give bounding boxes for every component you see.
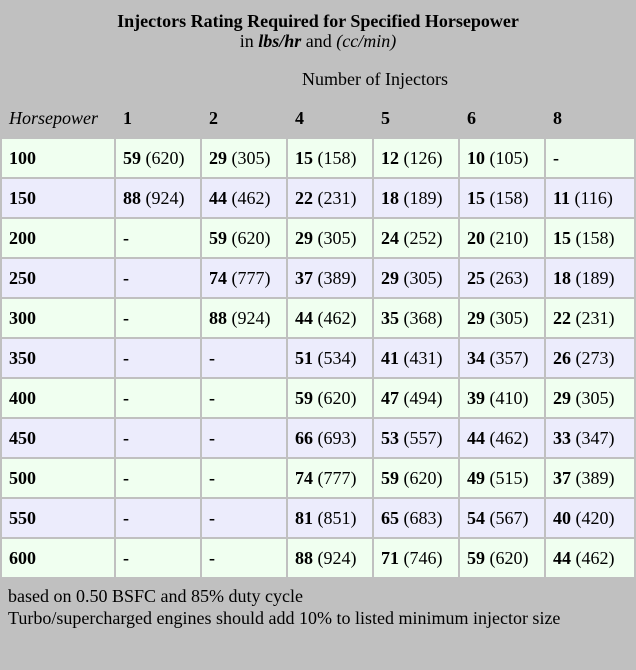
- rating-lbs: 88: [123, 187, 141, 208]
- rating-cc: (924): [141, 187, 185, 208]
- rating-cell: [374, 379, 458, 417]
- rating-lbs: -: [123, 507, 129, 528]
- rating-cell: [460, 459, 544, 497]
- rating-lbs: 15: [467, 187, 485, 208]
- rating-lbs: -: [123, 227, 129, 248]
- rating-lbs: 15: [553, 227, 571, 248]
- rating-cc: (231): [571, 307, 615, 328]
- rating-lbs: 40: [553, 507, 571, 528]
- table-row: [2, 139, 634, 177]
- rating-cc: (693): [313, 427, 357, 448]
- rating-lbs: -: [553, 147, 559, 168]
- rating-cell: [374, 499, 458, 537]
- rating-lbs: 71: [381, 547, 399, 568]
- rating-cc: (683): [399, 507, 443, 528]
- rating-cell: [460, 219, 544, 257]
- table-row: [2, 179, 634, 217]
- column-header-injectors-6: 6: [467, 107, 476, 128]
- rating-cell: [116, 539, 200, 577]
- rating-lbs: 74: [209, 267, 227, 288]
- rating-cell: [546, 339, 634, 377]
- rating-lbs: 59: [381, 467, 399, 488]
- horsepower-cell: 200: [2, 219, 114, 257]
- rating-lbs: 65: [381, 507, 399, 528]
- rating-lbs: 59: [123, 147, 141, 168]
- rating-cell: [116, 179, 200, 217]
- rating-lbs: 59: [295, 387, 313, 408]
- rating-lbs: 81: [295, 507, 313, 528]
- rating-lbs: -: [209, 467, 215, 488]
- rating-cell: [546, 459, 634, 497]
- horsepower-cell: 250: [2, 259, 114, 297]
- rating-cell: [288, 139, 372, 177]
- rating-cell: [460, 179, 544, 217]
- rating-cell: [460, 299, 544, 337]
- rating-cc: (851): [313, 507, 357, 528]
- column-header-injectors-5: 5: [381, 107, 390, 128]
- footer-note-bsfc: based on 0.50 BSFC and 85% duty cycle: [8, 586, 303, 606]
- rating-cell: [202, 219, 286, 257]
- horsepower-cell: 550: [2, 499, 114, 537]
- rating-cell: [202, 259, 286, 297]
- rating-cell: [546, 179, 634, 217]
- rating-cell: [116, 219, 200, 257]
- rating-cell: [374, 219, 458, 257]
- rating-cell: [288, 379, 372, 417]
- rating-lbs: 35: [381, 307, 399, 328]
- rating-lbs: 33: [553, 427, 571, 448]
- rating-lbs: 44: [467, 427, 485, 448]
- rating-cell: [116, 379, 200, 417]
- rating-lbs: 12: [381, 147, 399, 168]
- rating-cc: (116): [570, 187, 613, 208]
- column-header-injectors-8: 8: [553, 107, 562, 128]
- rating-cc: (410): [485, 387, 529, 408]
- rating-lbs: 44: [553, 547, 571, 568]
- rating-lbs: -: [123, 387, 129, 408]
- rating-lbs: 44: [295, 307, 313, 328]
- rating-cell: [202, 179, 286, 217]
- rating-cc: (357): [485, 347, 529, 368]
- rating-cc: (620): [313, 387, 357, 408]
- rating-lbs: 53: [381, 427, 399, 448]
- rating-cell: [374, 539, 458, 577]
- rating-lbs: 18: [553, 267, 571, 288]
- table-row: [2, 259, 634, 297]
- rating-cell: [202, 139, 286, 177]
- rating-cc: (347): [571, 427, 615, 448]
- rating-cell: [460, 139, 544, 177]
- rating-cc: (305): [399, 267, 443, 288]
- rating-cc: (189): [399, 187, 443, 208]
- rating-cc: (263): [485, 267, 529, 288]
- rating-cell: [546, 219, 634, 257]
- rating-cc: (126): [399, 147, 443, 168]
- table-row: [2, 339, 634, 377]
- rating-cell: [202, 419, 286, 457]
- footer-note-turbo: Turbo/supercharged engines should add 10% to listed minimum injector size: [8, 608, 561, 628]
- rating-cc: (158): [313, 147, 357, 168]
- rating-cc: (620): [399, 467, 443, 488]
- rating-cell: [288, 499, 372, 537]
- rating-cell: [546, 299, 634, 337]
- title-main: Injectors Rating Required for Specified Horsepower: [117, 10, 519, 31]
- rating-cell: [202, 379, 286, 417]
- column-header-row: [2, 99, 634, 137]
- rating-cc: (305): [485, 307, 529, 328]
- table-row: [2, 539, 634, 577]
- rating-cc: (534): [313, 347, 357, 368]
- rating-lbs: 29: [209, 147, 227, 168]
- rating-cc: (462): [571, 547, 615, 568]
- rating-lbs: 10: [467, 147, 485, 168]
- horsepower-cell: 100: [2, 139, 114, 177]
- corner-cell: [2, 61, 114, 97]
- rating-lbs: -: [209, 507, 215, 528]
- rating-cc: (746): [399, 547, 443, 568]
- rating-lbs: -: [123, 547, 129, 568]
- rating-lbs: -: [123, 347, 129, 368]
- rating-cc: (420): [571, 507, 615, 528]
- rating-lbs: 20: [467, 227, 485, 248]
- rating-cell: [374, 259, 458, 297]
- rating-lbs: 47: [381, 387, 399, 408]
- rating-cc: (389): [313, 267, 357, 288]
- rating-cell: [202, 499, 286, 537]
- rating-lbs: -: [123, 307, 129, 328]
- rating-lbs: 49: [467, 467, 485, 488]
- rating-cell: [116, 499, 200, 537]
- rating-cc: (620): [485, 547, 529, 568]
- rating-cell: [116, 259, 200, 297]
- table-row: [2, 219, 634, 257]
- rating-cell: [374, 299, 458, 337]
- rating-cell: [288, 419, 372, 457]
- rating-cc: (158): [485, 187, 529, 208]
- rating-cell: [116, 419, 200, 457]
- rating-cc: (389): [571, 467, 615, 488]
- rating-cell: [116, 299, 200, 337]
- column-header-horsepower: Horsepower: [9, 107, 98, 128]
- rating-cc: (305): [313, 227, 357, 248]
- rating-cc: (462): [227, 187, 271, 208]
- rating-lbs: 29: [295, 227, 313, 248]
- rating-cell: [374, 179, 458, 217]
- rating-cell: [202, 539, 286, 577]
- rating-lbs: -: [209, 427, 215, 448]
- column-header-injectors-4: 4: [295, 107, 304, 128]
- rating-cc: (777): [227, 267, 271, 288]
- rating-lbs: 39: [467, 387, 485, 408]
- rating-lbs: 51: [295, 347, 313, 368]
- rating-cc: (210): [485, 227, 529, 248]
- rating-lbs: -: [209, 347, 215, 368]
- rating-cell: [546, 259, 634, 297]
- title-conj: and: [301, 30, 337, 51]
- rating-lbs: 29: [467, 307, 485, 328]
- rating-lbs: -: [123, 427, 129, 448]
- table-row: [2, 299, 634, 337]
- rating-lbs: 59: [209, 227, 227, 248]
- horsepower-cell: 500: [2, 459, 114, 497]
- rating-cell: [288, 299, 372, 337]
- rating-cell: [202, 299, 286, 337]
- rating-cell: [288, 259, 372, 297]
- rating-cell: [460, 259, 544, 297]
- table-row: [2, 499, 634, 537]
- rating-lbs: 22: [295, 187, 313, 208]
- rating-cell: [460, 539, 544, 577]
- rating-cell: [374, 139, 458, 177]
- column-header-injectors-2: 2: [209, 107, 218, 128]
- rating-lbs: 11: [553, 187, 571, 208]
- rating-cc: (494): [399, 387, 443, 408]
- rating-cell: [546, 419, 634, 457]
- rating-lbs: -: [209, 547, 215, 568]
- rating-cc: (462): [485, 427, 529, 448]
- rating-cc: (620): [141, 147, 185, 168]
- rating-cc: (462): [313, 307, 357, 328]
- title-unit-cc: (cc/min): [336, 30, 397, 51]
- rating-cc: (557): [399, 427, 443, 448]
- rating-cell: [546, 539, 634, 577]
- rating-cc: (231): [313, 187, 357, 208]
- rating-lbs: 37: [553, 467, 571, 488]
- rating-lbs: 44: [209, 187, 227, 208]
- rating-cell: [546, 499, 634, 537]
- rating-cell: [202, 459, 286, 497]
- rating-lbs: 26: [553, 347, 571, 368]
- rating-cc: (252): [399, 227, 443, 248]
- rating-lbs: 25: [467, 267, 485, 288]
- rating-lbs: 74: [295, 467, 313, 488]
- rating-cell: [460, 339, 544, 377]
- rating-cc: (158): [571, 227, 615, 248]
- rating-lbs: 24: [381, 227, 399, 248]
- horsepower-cell: 400: [2, 379, 114, 417]
- table-row: [2, 379, 634, 417]
- rating-lbs: 29: [553, 387, 571, 408]
- rating-cc: (620): [227, 227, 271, 248]
- rating-cell: [460, 379, 544, 417]
- rating-cc: (924): [227, 307, 271, 328]
- title-prefix: in: [239, 30, 259, 51]
- rating-lbs: 18: [381, 187, 399, 208]
- rating-cell: [288, 539, 372, 577]
- group-header: Number of Injectors: [302, 68, 448, 89]
- rating-cell: [546, 379, 634, 417]
- rating-cell: [202, 339, 286, 377]
- rating-cell: [460, 419, 544, 457]
- horsepower-cell: 600: [2, 539, 114, 577]
- rating-lbs: 59: [467, 547, 485, 568]
- horsepower-cell: 450: [2, 419, 114, 457]
- rating-cc: (305): [571, 387, 615, 408]
- rating-cc: (305): [227, 147, 271, 168]
- column-header-injectors-1: 1: [123, 107, 132, 128]
- rating-cell: [374, 459, 458, 497]
- table-row: [2, 419, 634, 457]
- horsepower-cell: 150: [2, 179, 114, 217]
- rating-cc: (924): [313, 547, 357, 568]
- rating-cc: (777): [313, 467, 357, 488]
- rating-lbs: 29: [381, 267, 399, 288]
- footer-notes: [0, 579, 636, 629]
- rating-lbs: 41: [381, 347, 399, 368]
- title-unit-lbs: lbs/hr: [258, 30, 302, 51]
- rating-cc: (368): [399, 307, 443, 328]
- rating-cell: [116, 339, 200, 377]
- rating-cc: (515): [485, 467, 529, 488]
- rating-cell: [116, 459, 200, 497]
- rating-lbs: 54: [467, 507, 485, 528]
- rating-lbs: -: [123, 467, 129, 488]
- title-subtitle: [2, 31, 634, 51]
- rating-lbs: 88: [209, 307, 227, 328]
- rating-cell: [288, 339, 372, 377]
- rating-cell: [374, 339, 458, 377]
- rating-cell: [546, 139, 634, 177]
- table-row: [2, 459, 634, 497]
- horsepower-cell: 300: [2, 299, 114, 337]
- rating-cell: [288, 179, 372, 217]
- rating-lbs: -: [209, 387, 215, 408]
- rating-lbs: 34: [467, 347, 485, 368]
- table-title: [2, 2, 634, 59]
- rating-cell: [460, 499, 544, 537]
- rating-cc: (431): [399, 347, 443, 368]
- rating-cc: (273): [571, 347, 615, 368]
- horsepower-cell: 350: [2, 339, 114, 377]
- rating-lbs: 37: [295, 267, 313, 288]
- rating-cc: (189): [571, 267, 615, 288]
- rating-cell: [116, 139, 200, 177]
- rating-cell: [288, 219, 372, 257]
- rating-cc: (105): [485, 147, 529, 168]
- rating-lbs: 15: [295, 147, 313, 168]
- rating-cell: [374, 419, 458, 457]
- rating-lbs: 22: [553, 307, 571, 328]
- rating-lbs: 66: [295, 427, 313, 448]
- rating-cc: (567): [485, 507, 529, 528]
- rating-lbs: 88: [295, 547, 313, 568]
- rating-cell: [288, 459, 372, 497]
- rating-lbs: -: [123, 267, 129, 288]
